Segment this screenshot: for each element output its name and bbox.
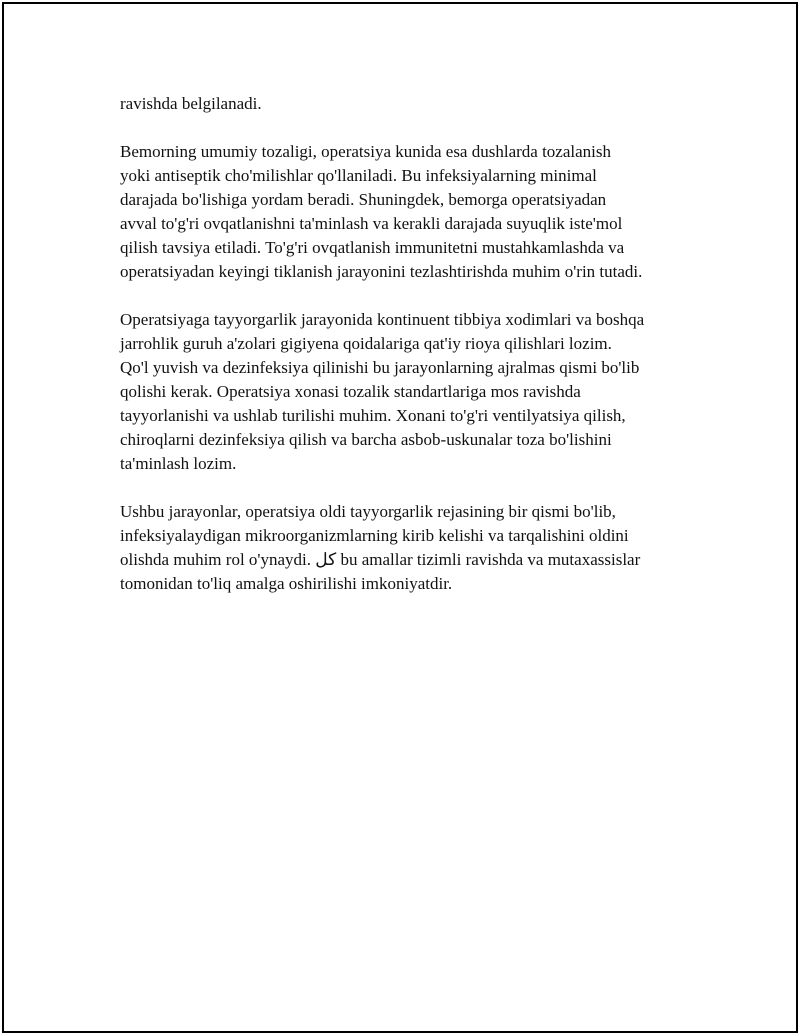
paragraph-2	[120, 140, 700, 284]
paragraph-3	[120, 308, 700, 476]
text-line: qilish tavsiya etiladi. To'g'ri ovqatlanish immunitetni mustahkamlashda va	[120, 238, 625, 257]
document-page	[2, 2, 798, 1033]
text-line: Ushbu jarayonlar, operatsiya oldi tayyorgarlik rejasining bir qismi bo'lib,	[120, 502, 616, 521]
text-line: tomonidan to'liq amalga oshirilishi imkoniyatdir.	[120, 574, 453, 593]
text-line: Qo'l yuvish va dezinfeksiya qilinishi bu jarayonlarning ajralmas qismi bo'lib	[120, 358, 640, 377]
text-line: operatsiyadan keyingi tiklanish jarayonini tezlashtirishda muhim o'rin tutadi.	[120, 262, 643, 281]
text-line: tayyorlanishi va ushlab turilishi muhim. Xonani to'g'ri ventilyatsiya qilish,	[120, 406, 626, 425]
text-line: chiroqlarni dezinfeksiya qilish va barcha asbob-uskunalar toza bo'lishini	[120, 430, 612, 449]
text-line: infeksiyalaydigan mikroorganizmlarning kirib kelishi va tarqalishini oldini	[120, 526, 629, 545]
text-line: jarrohlik guruh a'zolari gigiyena qoidalariga qat'iy rioya qilishlari lozim.	[120, 334, 612, 353]
text-line: avval to'g'ri ovqatlanishni ta'minlash va kerakli darajada suyuqlik iste'mol	[120, 214, 623, 233]
text-line: Operatsiyaga tayyorgarlik jarayonida kontinuent tibbiya xodimlari va boshqa	[120, 310, 645, 329]
paragraph-4	[120, 500, 700, 596]
text-line: ta'minlash lozim.	[120, 454, 237, 473]
document-body	[120, 92, 700, 620]
paragraph-1	[120, 92, 700, 116]
text-line: darajada bo'lishiga yordam beradi. Shuningdek, bemorga operatsiyadan	[120, 190, 607, 209]
text-line: olishda muhim rol o'ynaydi. كل bu amallar tizimli ravishda va mutaxassislar	[120, 550, 641, 569]
text-line: qolishi kerak. Operatsiya xonasi tozalik standartlariga mos ravishda	[120, 382, 581, 401]
text-line: yoki antiseptik cho'milishlar qo'llaniladi. Bu infeksiyalarning minimal	[120, 166, 597, 185]
text-line: Bemorning umumiy tozaligi, operatsiya kunida esa dushlarda tozalanish	[120, 142, 611, 161]
text-line: ravishda belgilanadi.	[120, 94, 262, 113]
